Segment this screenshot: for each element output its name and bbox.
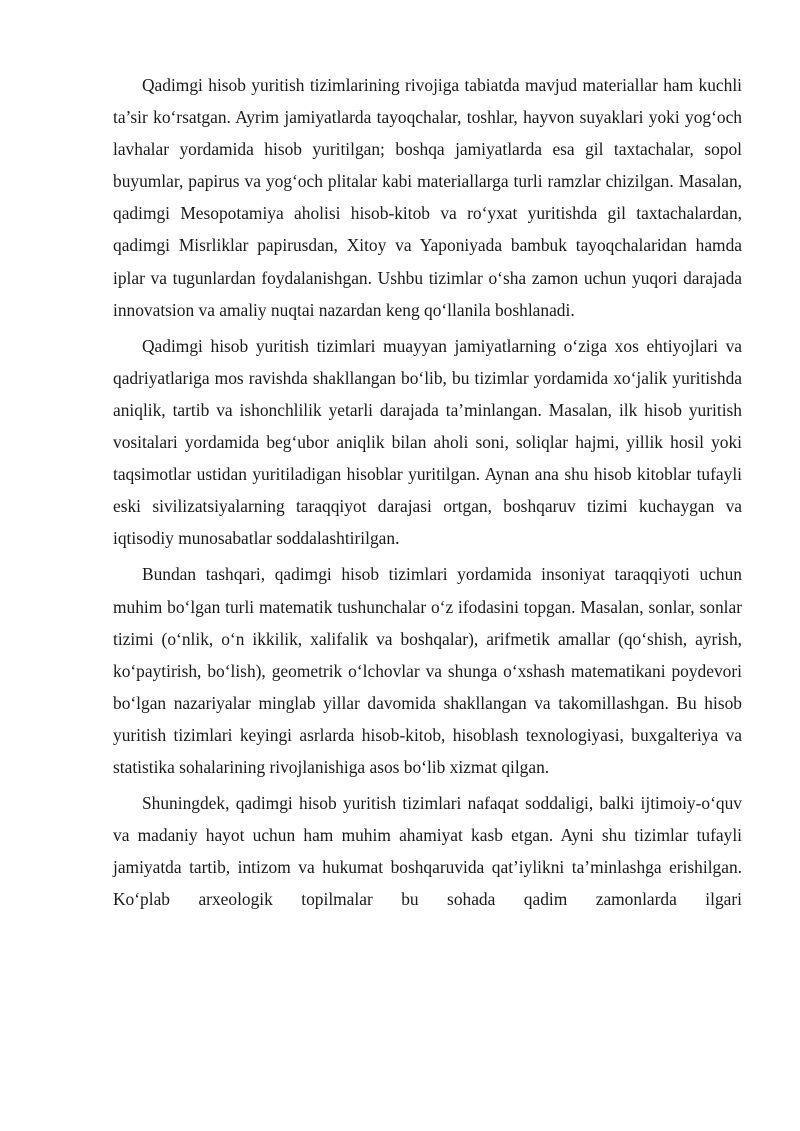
paragraph-2: Qadimgi hisob yuritish tizimlari muayyan jamiyatlarning o‘ziga xos ehtiyojlari va qadriyatlariga mos ravishda shakllangan bo‘lib, bu tizimlar yordamida xo‘jalik yuritishda aniqlik, tartib va ishonchlilik yetarli darajada ta’minlangan. Masalan, ilk hisob yuritish vositalari yordamida beg‘ubor aniqlik bilan aholi soni, soliqlar hajmi, yillik hosil yoki taqsimotlar ustidan yuritiladigan hisoblar yuritilgan. Aynan ana shu hisob kitoblar tufayli eski sivilizatsiyalarning taraqqiyot darajasi ortgan, boshqaruv tizimi kuchaygan va iqtisodiy munosabatlar soddalashtirilgan. <box>113 335 742 549</box>
document-body <box>113 69 742 919</box>
paragraph-4: Shuningdek, qadimgi hisob yuritish tizimlari nafaqat soddaligi, balki ijtimoiy-o‘quv va madaniy hayot uchun ham muhim ahamiyat kasb etgan. Ayni shu tizimlar tufayli jamiyatda tartib, intizom va hukumat boshqaruvida qat’iylikni ta’minlashga erishilgan. Ko‘plab arxeologik topilmalar bu sohada qadim zamonlarda ilgari <box>113 793 742 910</box>
paragraph-3: Bundan tashqari, qadimgi hisob tizimlari yordamida insoniyat taraqqiyoti uchun muhim bo‘lgan turli matematik tushunchalar o‘z ifodasini topgan. Masalan, sonlar, sonlar tizimi (o‘nlik, o‘n ikkilik, xalifalik va boshqalar), arifmetik amallar (qo‘shish, ayrish, ko‘paytirish, bo‘lish), geometrik o‘lchovlar va shunga o‘xshash matematikani poydevori bo‘lgan nazariyalar minglab yillar davomida shakllangan va takomillashgan. Bu hisob yuritish tizimlari keyingi asrlarda hisob-kitob, hisoblash texnologiyasi, buxgalteriya va statistika sohalarining rivojlanishiga asos bo‘lib xizmat qilgan. <box>113 564 742 777</box>
paragraph-1: Qadimgi hisob yuritish tizimlarining rivojiga tabiatda mavjud materiallar ham kuchli ta’sir ko‘rsatgan. Ayrim jamiyatlarda tayoqchalar, toshlar, hayvon suyaklari yoki yog‘och lavhalar yordamida hisob yuritilgan; boshqa jamiyatlarda esa gil taxtachalar, sopol buyumlar, papirus va yog‘och plitalar kabi materiallarga turli ramzlar chizilgan. Masalan, qadimgi Mesopotamiya aholisi hisob-kitob va ro‘yxat yuritishda gil taxtachalardan, qadimgi Misrliklar papirusdan, Xitoy va Yaponiyada bambuk tayoqchalaridan hamda iplar va tugunlardan foydalanishgan. Ushbu tizimlar o‘sha zamon uchun yuqori darajada innovatsion va amaliy nuqtai nazardan keng qo‘llanila boshlanadi. <box>113 75 742 320</box>
